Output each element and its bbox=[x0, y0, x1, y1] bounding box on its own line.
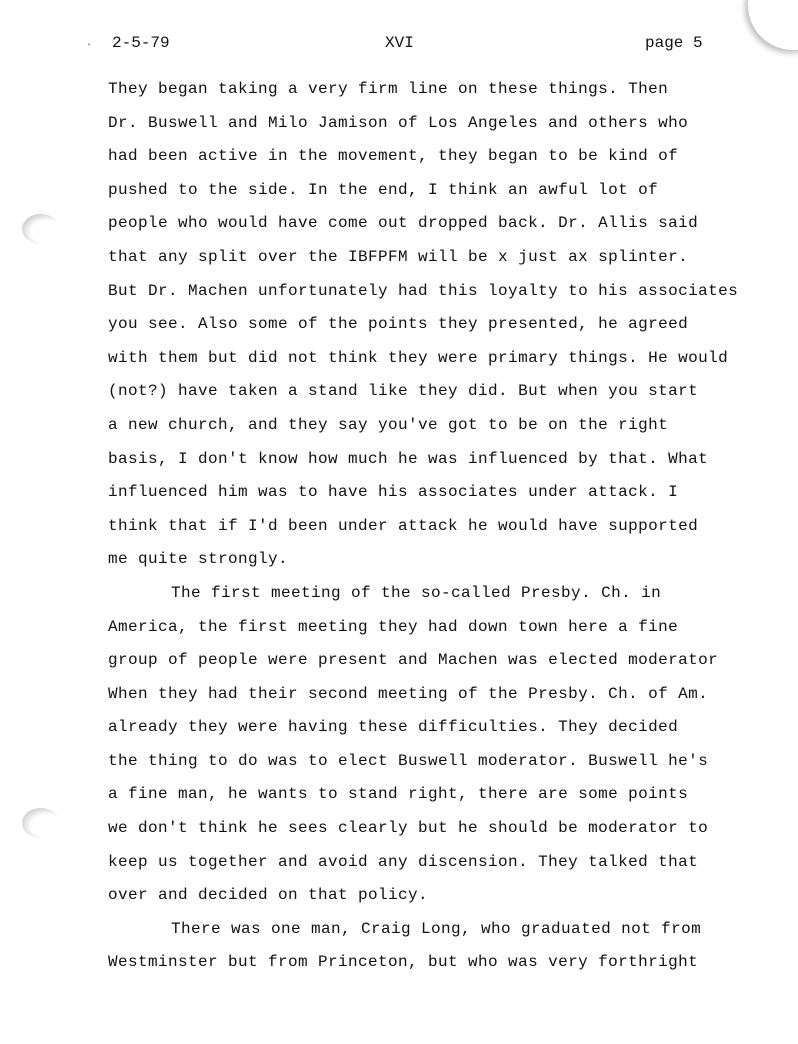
text-line: you see. Also some of the points they presented, he agreed bbox=[108, 315, 689, 334]
transcript-body bbox=[108, 73, 778, 980]
binder-hole-top bbox=[22, 214, 60, 244]
paragraph bbox=[108, 577, 778, 913]
text-line: influenced him was to have his associates under attack. I bbox=[108, 483, 679, 502]
paragraph bbox=[108, 73, 778, 577]
text-line: already they were having these difficulties. They decided bbox=[108, 718, 679, 737]
text-line: The first meeting of the so-called Presby. Ch. in bbox=[171, 583, 662, 602]
header-section: XVI bbox=[385, 34, 414, 52]
text-line: me quite strongly. bbox=[108, 550, 289, 569]
text-line: But Dr. Machen unfortunately had this loyalty to his associates bbox=[108, 281, 739, 300]
text-line: keep us together and avoid any discension. They talked that bbox=[108, 852, 699, 871]
text-line: had been active in the movement, they began to be kind of bbox=[108, 147, 679, 166]
text-line: the thing to do was to elect Buswell moderator. Buswell he's bbox=[108, 751, 709, 770]
text-line: with them but did not think they were primary things. He would bbox=[108, 348, 729, 367]
text-line: that any split over the IBFPFM will be x just ax splinter. bbox=[108, 247, 689, 266]
text-line: pushed to the side. In the end, I think an awful lot of bbox=[108, 180, 659, 199]
paragraph bbox=[108, 913, 778, 980]
text-line: (not?) have taken a stand like they did. But when you start bbox=[108, 382, 699, 401]
text-line: They began taking a very firm line on these things. Then bbox=[108, 80, 669, 98]
text-line: Dr. Buswell and Milo Jamison of Los Angeles and others who bbox=[108, 113, 689, 132]
text-line: Westminster but from Princeton, but who was very forthright bbox=[108, 953, 699, 972]
text-line: group of people were present and Machen was elected moderator bbox=[108, 651, 719, 670]
text-line: There was one man, Craig Long, who graduated not from bbox=[171, 919, 702, 938]
header-date: 2-5-79 bbox=[112, 34, 170, 52]
text-line: people who would have come out dropped back. Dr. Allis said bbox=[108, 214, 699, 233]
text-line: America, the first meeting they had down town here a fine bbox=[108, 617, 679, 636]
header-page-number: page 5 bbox=[645, 34, 703, 52]
text-line: a new church, and they say you've got to be on the right bbox=[108, 415, 669, 434]
text-line: over and decided on that policy. bbox=[108, 886, 429, 905]
text-line: think that if I'd been under attack he would have supported bbox=[108, 516, 699, 535]
text-line: we don't think he sees clearly but he should be moderator to bbox=[108, 819, 709, 838]
text-line: When they had their second meeting of the Presby. Ch. of Am. bbox=[108, 684, 709, 703]
page-header bbox=[0, 34, 798, 58]
text-line: a fine man, he wants to stand right, there are some points bbox=[108, 785, 689, 804]
text-line: basis, I don't know how much he was influenced by that. What bbox=[108, 449, 709, 468]
binder-hole-bottom bbox=[22, 808, 60, 838]
margin-mark: · bbox=[86, 40, 93, 51]
